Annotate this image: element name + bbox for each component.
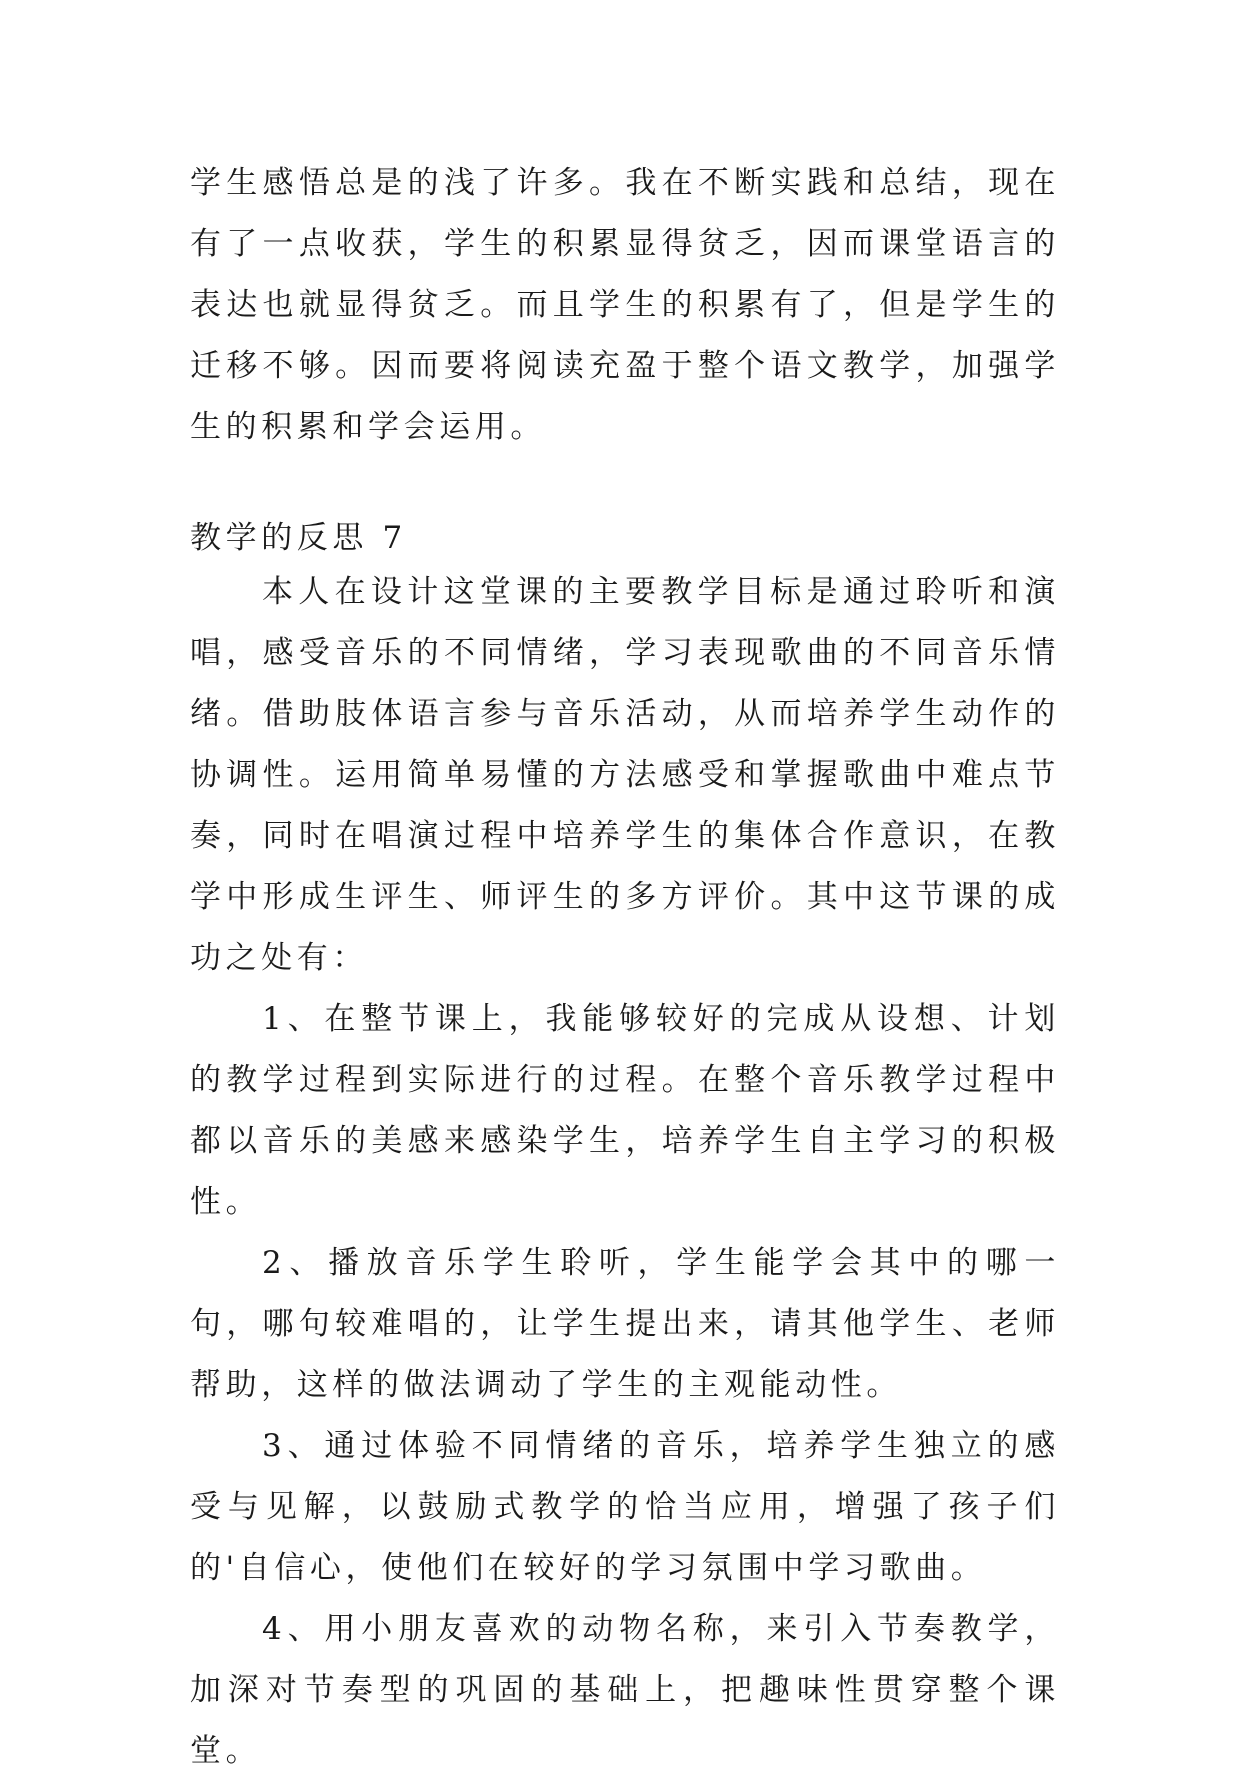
body-paragraph-intro: 本人在设计这堂课的主要教学目标是通过聆听和演唱，感受音乐的不同情绪，学习表现歌曲的不同音乐情绪。借助肢体语言参与音乐活动，从而培养学生动作的协调性。运用简单易懂的方法感受和掌握歌曲中难点节奏，同时在唱演过程中培养学生的集体合作意识，在教学中形成生评生、师评生的多方评价。其中这节课的成功之处有：: [190, 574, 1060, 976]
body-paragraph-point-1: 1、在整节课上，我能够较好的完成从设想、计划的教学过程到实际进行的过程。在整个音乐教学过程中都以音乐的美感来感染学生，培养学生自主学习的积极性。: [190, 1001, 1060, 1220]
continued-text-block: [190, 153, 1060, 458]
continued-paragraph: 学生感悟总是的浅了许多。我在不断实践和总结，现在有了一点收获，学生的积累显得贫乏，因而课堂语言的表达也就显得贫乏。而且学生的积累有了，但是学生的迁移不够。因而要将阅读充盈于整个语文教学，加强学生的积累和学会运用。: [190, 165, 1060, 445]
body-paragraph-point-2: 2、播放音乐学生聆听，学生能学会其中的哪一句，哪句较难唱的，让学生提出来，请其他学生、老师帮助，这样的做法调动了学生的主观能动性。: [190, 1245, 1060, 1403]
body-paragraph-point-3: 3、通过体验不同情绪的音乐，培养学生独立的感受与见解，以鼓励式教学的恰当应用，增强了孩子们的'自信心，使他们在较好的学习氛围中学习歌曲。: [190, 1428, 1060, 1586]
section-heading: 教学的反思 7: [190, 520, 407, 556]
section-body: [190, 562, 1060, 1782]
body-paragraph-point-4: 4、用小朋友喜欢的动物名称，来引入节奏教学，加深对节奏型的巩固的基础上，把趣味性贯穿整个课堂。: [190, 1611, 1060, 1769]
